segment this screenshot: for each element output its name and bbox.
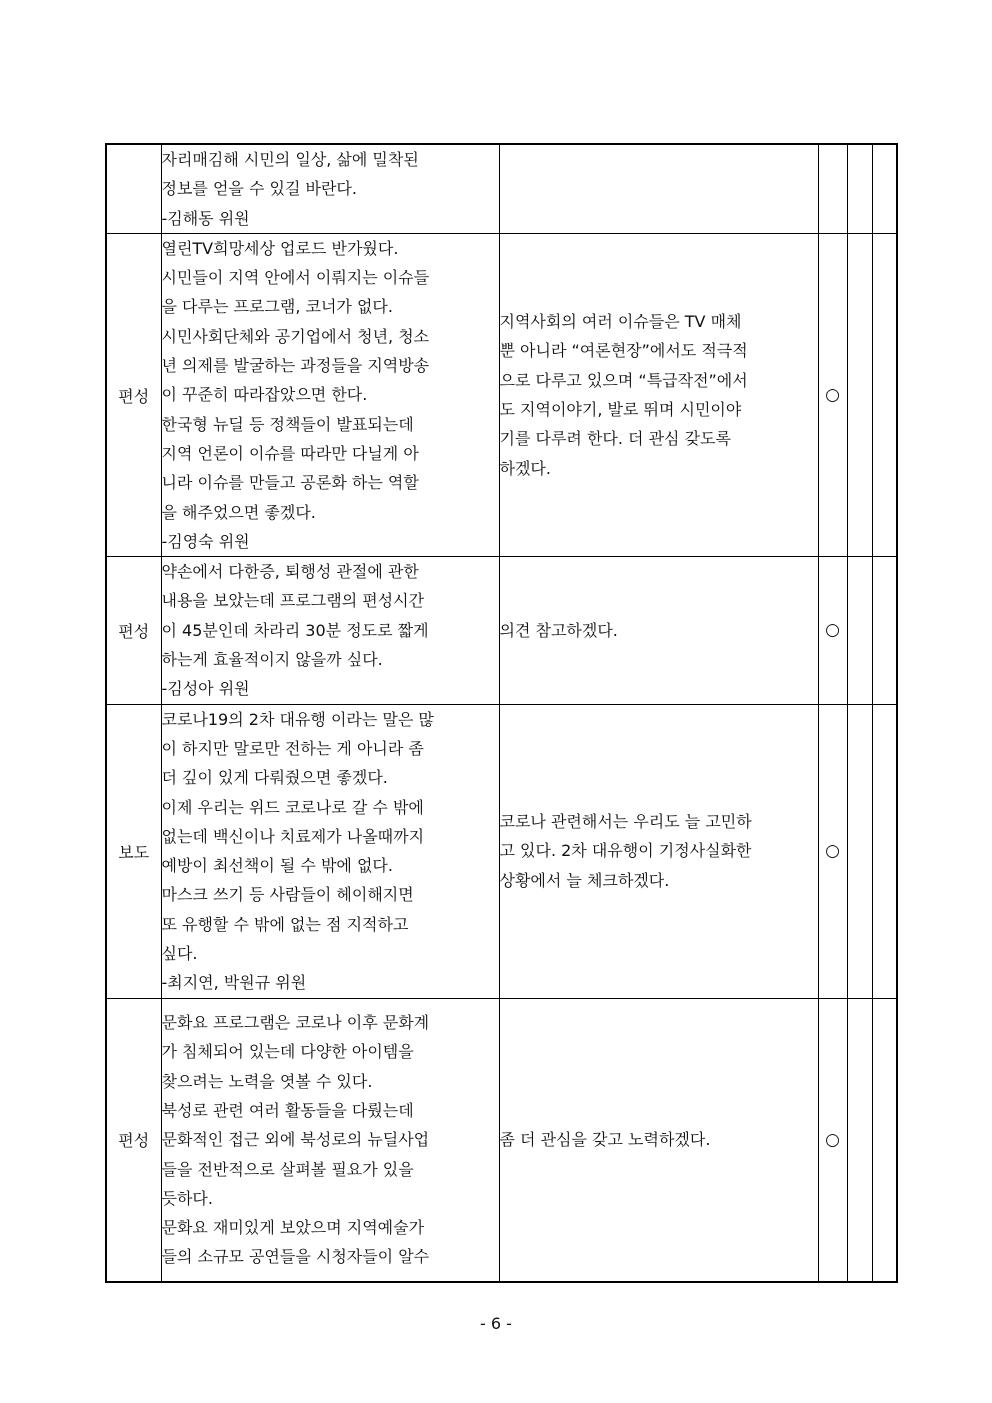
response-line: 하겠다. <box>499 458 551 478</box>
opinion-line: -김성아 위원 <box>161 679 250 699</box>
opinion-cell <box>161 704 499 998</box>
category-cell <box>106 144 161 233</box>
opinion-line: 시민들이 지역 안에서 이뤄지는 이슈들 <box>161 268 430 288</box>
opinion-cell <box>161 144 499 233</box>
response-line: 으로 다루고 있으며 “특급작전”에서 <box>499 370 748 390</box>
page-number: - 6 - <box>480 1314 512 1333</box>
opinion-line: 예방이 최선책이 될 수 밖에 없다. <box>161 856 393 876</box>
empty-cell <box>872 998 897 1282</box>
opinion-line: 가 침체되어 있는데 다양한 아이템을 <box>161 1042 414 1062</box>
opinion-line: 코로나19의 2차 대유행 이라는 말은 많 <box>161 709 434 729</box>
opinion-line: 시민사회단체와 공기업에서 청년, 청소 <box>161 326 430 346</box>
response-cell <box>499 998 818 1282</box>
opinion-line: 들의 소규모 공연들을 시청자들이 알수 <box>161 1247 430 1267</box>
empty-cell <box>847 998 872 1282</box>
opinion-line: 들을 전반적으로 살펴볼 필요가 있을 <box>161 1159 414 1179</box>
opinion-line: 찾으려는 노력을 엿볼 수 있다. <box>161 1071 373 1091</box>
opinion-line: 을 다루는 프로그램, 코너가 없다. <box>161 297 393 317</box>
category-cell: 편성 <box>106 233 161 556</box>
opinion-line: 약손에서 다한증, 퇴행성 관절에 관한 <box>161 562 419 582</box>
opinion-line: 더 깊이 있게 다뤄줬으면 좋겠다. <box>161 768 388 788</box>
empty-cell <box>872 557 897 704</box>
opinion-line: 문화적인 접근 외에 북성로의 뉴딜사업 <box>161 1130 430 1150</box>
opinion-line: 을 해주었으면 좋겠다. <box>161 502 316 522</box>
response-line: 기를 다루려 한다. 더 관심 갖도록 <box>499 429 731 449</box>
opinion-line: 이 꾸준히 따라잡았으면 한다. <box>161 385 368 405</box>
response-cell <box>499 233 818 556</box>
opinion-line: 문화요 프로그램은 코로나 이후 문화계 <box>161 1013 430 1033</box>
response-cell <box>499 704 818 998</box>
opinion-line: 싶다. <box>161 944 198 964</box>
empty-cell <box>847 704 872 998</box>
response-cell <box>499 144 818 233</box>
empty-cell <box>872 144 897 233</box>
category-cell: 보도 <box>106 704 161 998</box>
response-line: 의견 참고하겠다. <box>499 620 618 640</box>
opinion-line: 문화요 재미있게 보았으며 지역예술가 <box>161 1218 425 1238</box>
opinion-line: 니라 이슈를 만들고 공론화 하는 역할 <box>161 473 419 493</box>
opinion-line: -김해동 위원 <box>161 208 250 228</box>
response-cell <box>499 557 818 704</box>
opinion-line: 열린TV희망세상 업로드 반가웠다. <box>161 238 399 258</box>
check-mark-cell: ○ <box>818 704 847 998</box>
table-row <box>106 704 897 998</box>
check-mark-cell <box>818 144 847 233</box>
table-row <box>106 144 897 233</box>
opinion-line: 내용을 보았는데 프로그램의 편성시간 <box>161 591 425 611</box>
response-line: 도 지역이야기, 발로 뛰며 시민이야 <box>499 400 742 420</box>
empty-cell <box>872 704 897 998</box>
opinion-cell <box>161 233 499 556</box>
opinion-line: 없는데 백신이나 치료제가 나올때까지 <box>161 826 425 846</box>
response-line: 코로나 관련해서는 우리도 늘 고민하 <box>499 812 752 832</box>
opinion-line: 북성로 관련 여러 활동들을 다뤘는데 <box>161 1100 414 1120</box>
opinion-line: 한국형 뉴딜 등 정책들이 발표되는데 <box>161 414 414 434</box>
table-row <box>106 998 897 1282</box>
check-mark-cell: ○ <box>818 233 847 556</box>
opinion-line: 자리매김해 시민의 일상, 삶에 밀착된 <box>161 150 419 169</box>
opinion-line: 듯하다. <box>161 1188 213 1208</box>
empty-cell <box>847 233 872 556</box>
table-row <box>106 233 897 556</box>
opinion-line: -최지연, 박원규 위원 <box>161 973 307 993</box>
table-row <box>106 557 897 704</box>
response-line: 좀 더 관심을 갖고 노력하겠다. <box>499 1130 711 1150</box>
empty-cell <box>872 233 897 556</box>
category-cell: 편성 <box>106 998 161 1282</box>
opinion-cell <box>161 557 499 704</box>
response-line: 뿐 아니라 “여론현장”에서도 적극적 <box>499 341 748 361</box>
opinion-cell <box>161 998 499 1282</box>
empty-cell <box>847 144 872 233</box>
opinion-line: 이 45분인데 차라리 30분 정도로 짧게 <box>161 620 429 640</box>
response-line: 상황에서 늘 체크하겠다. <box>499 870 670 890</box>
review-table-body <box>106 144 897 1282</box>
empty-cell <box>847 557 872 704</box>
response-line: 고 있다. 2차 대유행이 기정사실화한 <box>499 841 752 861</box>
category-cell: 편성 <box>106 557 161 704</box>
opinion-line: -김영숙 위원 <box>161 531 250 551</box>
opinion-line: 마스크 쓰기 등 사람들이 헤이해지면 <box>161 885 414 905</box>
review-table <box>105 143 898 1283</box>
opinion-line: 이제 우리는 위드 코로나로 갈 수 밖에 <box>161 797 424 817</box>
opinion-line: 지역 언론이 이슈를 따라만 다닐게 아 <box>161 443 419 463</box>
check-mark-cell: ○ <box>818 998 847 1282</box>
check-mark-cell: ○ <box>818 557 847 704</box>
opinion-line: 년 의제를 발굴하는 과정들을 지역방송 <box>161 356 430 376</box>
opinion-line: 정보를 얻을 수 있길 바란다. <box>161 179 357 199</box>
opinion-line: 또 유행할 수 밖에 없는 점 지적하고 <box>161 914 409 934</box>
opinion-line: 하는게 효율적이지 않을까 싶다. <box>161 650 383 670</box>
response-line: 지역사회의 여러 이슈들은 TV 매체 <box>499 312 742 332</box>
opinion-line: 이 하지만 말로만 전하는 게 아니라 좀 <box>161 738 424 758</box>
